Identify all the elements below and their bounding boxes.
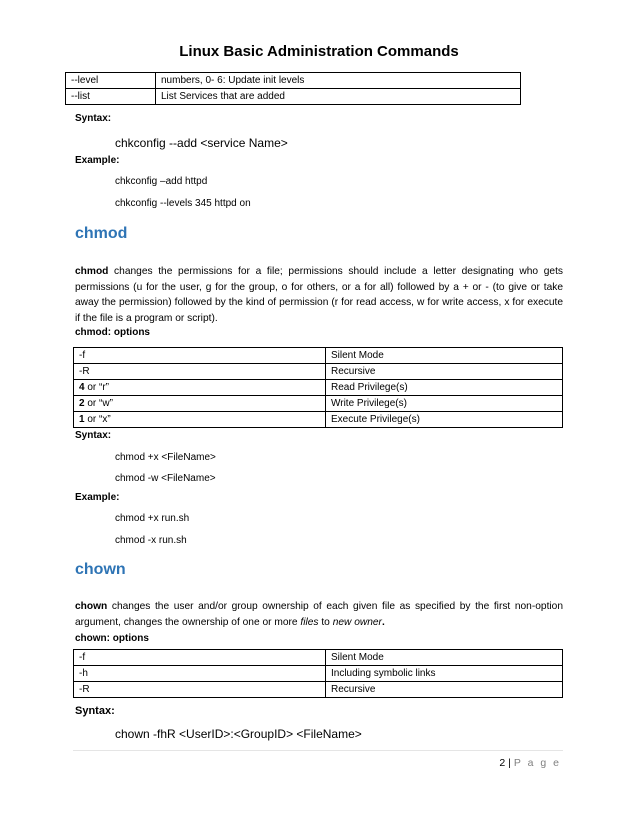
table-row [74, 682, 563, 698]
chmod-options-table [73, 347, 563, 428]
chown-description: chown changes the user and/or group ownership of each given file as specified by the first non-option argument, changes the ownership of one or more files to new owner. [75, 601, 563, 628]
table-row [74, 396, 563, 412]
page-number: 2 [499, 757, 506, 769]
syntax-label: Syntax: [75, 705, 115, 717]
code-line: chkconfig –add httpd [115, 176, 208, 187]
table-cell: 1 or “x” [74, 412, 326, 428]
table-row [74, 380, 563, 396]
table-row [66, 89, 521, 105]
table-cell: List Services that are added [156, 89, 521, 105]
page-word: P a g e [513, 757, 561, 769]
table-cell: Execute Privilege(s) [326, 412, 563, 428]
table-cell: Including symbolic links [326, 666, 563, 682]
table-cell: -f [74, 650, 326, 666]
table-row [66, 73, 521, 89]
chown-options-table [73, 649, 563, 698]
code-line: chmod +x <FileName> [115, 452, 216, 463]
table-cell: --level [66, 73, 156, 89]
command-name: chmod [75, 266, 109, 277]
code-line: chown -fhR <UserID>:<GroupID> <FileName> [115, 727, 362, 741]
code-line: chkconfig --add <service Name> [115, 136, 288, 150]
table-cell: -h [74, 666, 326, 682]
table-row [74, 666, 563, 682]
table-cell: -R [74, 364, 326, 380]
options-label: chown: options [75, 633, 149, 644]
table-cell: -R [74, 682, 326, 698]
description-text: changes the permissions for a file; permissions should include a letter designating who gets permissions (u for the user, g for the group, o for others, or a for all) followed by a + or - (to give or take away the permission) followed by the kind of permission (r for read access, w for write access, x for execute if the file is a program or script). [75, 266, 563, 324]
section-heading-chown: chown [75, 561, 126, 578]
table-row [74, 412, 563, 428]
options-label: chmod: options [75, 327, 150, 338]
syntax-label: Syntax: [75, 113, 112, 124]
code-line: chmod -w <FileName> [115, 473, 216, 484]
table-cell: Write Privilege(s) [326, 396, 563, 412]
footer-divider [73, 750, 563, 751]
chkconfig-options-table [65, 72, 521, 105]
table-cell: Silent Mode [326, 650, 563, 666]
example-label: Example: [75, 155, 120, 166]
page-footer [499, 757, 561, 769]
table-cell: 2 or “w” [74, 396, 326, 412]
syntax-label: Syntax: [75, 430, 112, 441]
table-cell: Recursive [326, 682, 563, 698]
code-line: chmod +x run.sh [115, 513, 190, 524]
table-row [74, 348, 563, 364]
page-title: Linux Basic Administration Commands [179, 43, 459, 60]
footer-separator: | [508, 757, 511, 769]
command-name: chown [75, 601, 108, 612]
code-line: chkconfig --levels 345 httpd on [115, 198, 251, 209]
table-row [74, 364, 563, 380]
section-heading-chmod: chmod [75, 225, 128, 242]
table-cell: Read Privilege(s) [326, 380, 563, 396]
chmod-description [75, 264, 563, 326]
table-cell: -f [74, 348, 326, 364]
table-cell: Recursive [326, 364, 563, 380]
code-line: chmod -x run.sh [115, 535, 187, 546]
table-cell: 4 or “r” [74, 380, 326, 396]
table-row [74, 650, 563, 666]
table-cell: --list [66, 89, 156, 105]
table-cell: numbers, 0- 6: Update init levels [156, 73, 521, 89]
example-label: Example: [75, 492, 120, 503]
table-cell: Silent Mode [326, 348, 563, 364]
